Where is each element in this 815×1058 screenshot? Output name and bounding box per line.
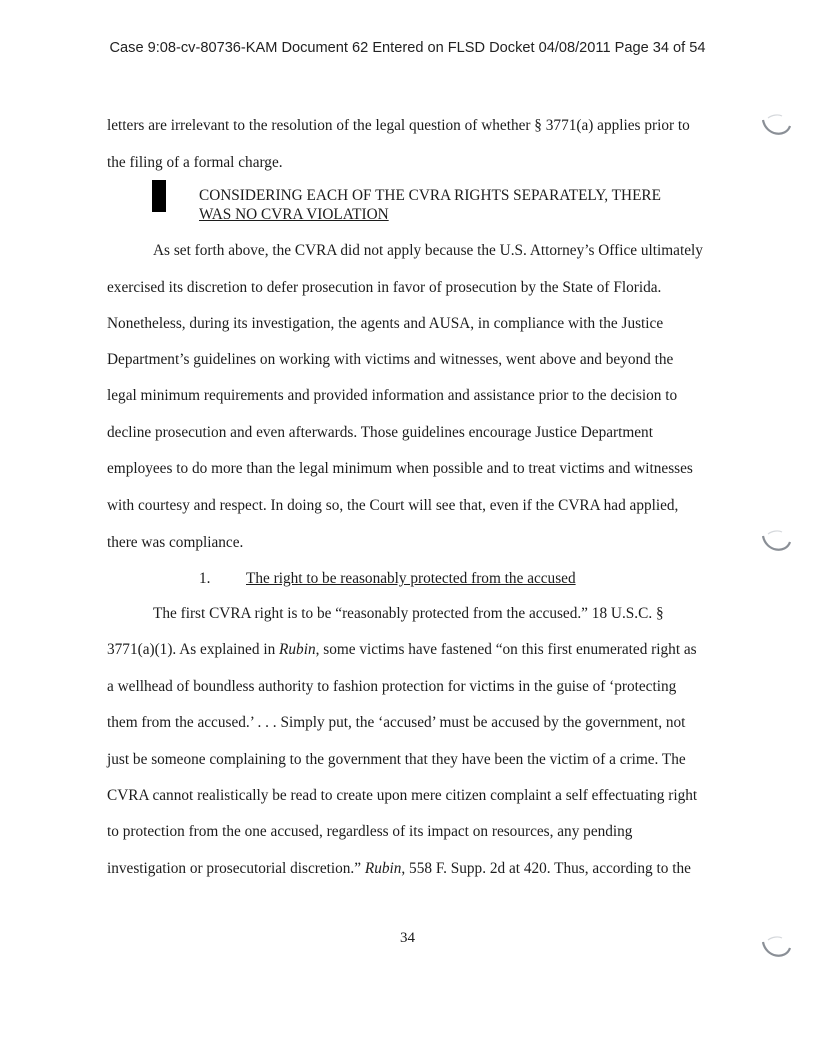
paragraph-line: decline prosecution and even afterwards. Those guidelines encourage Justice Department [107, 424, 653, 441]
paragraph-line: As set forth above, the CVRA did not apply because the U.S. Attorney’s Office ultimately [153, 242, 703, 259]
paragraph-line: them from the accused.’ . . . Simply put, the ‘accused’ must be accused by the government, not [107, 714, 686, 731]
text-run: 3771(a)(1). As explained in [107, 641, 280, 658]
subheading-number: 1. [199, 570, 211, 587]
paragraph-line: with courtesy and respect. In doing so, the Court will see that, even if the CVRA had applied, [107, 497, 679, 514]
text-run: , some victims have fastened “on this first enumerated right as [315, 641, 697, 658]
subheading-text: The right to be reasonably protected from the accused [246, 570, 576, 587]
paragraph-line: to protection from the one accused, regardless of its impact on resources, any pending [107, 823, 633, 840]
text-run: , 558 F. Supp. 2d at 420. Thus, according to the [401, 860, 691, 877]
redaction-box [152, 180, 166, 212]
paragraph-line [107, 641, 697, 659]
section-heading-line: WAS NO CVRA VIOLATION [199, 206, 389, 223]
body-line: the filing of a formal charge. [107, 154, 283, 171]
paragraph-line: Nonetheless, during its investigation, the agents and AUSA, in compliance with the Justice [107, 315, 664, 332]
section-heading-line: CONSIDERING EACH OF THE CVRA RIGHTS SEPARATELY, THERE [199, 187, 661, 204]
paragraph-line: employees to do more than the legal minimum when possible and to treat victims and witnesses [107, 460, 693, 477]
text-run: investigation or prosecutorial discretion.” [107, 860, 365, 877]
paragraph-line: just be someone complaining to the government that they have been the victim of a crime. The [107, 751, 686, 768]
punch-hole-mark [760, 112, 792, 140]
docket-header: Case 9:08-cv-80736-KAM Document 62 Entered on FLSD Docket 04/08/2011 Page 34 of 54 [109, 40, 706, 56]
page-number: 34 [400, 930, 415, 946]
paragraph-line: Department’s guidelines on working with victims and witnesses, went above and beyond the [107, 351, 674, 368]
case-citation: Rubin [364, 860, 402, 877]
paragraph-line: CVRA cannot realistically be read to create upon mere citizen complaint a self effectuating right [107, 787, 698, 804]
punch-hole-mark [760, 528, 792, 556]
punch-hole-mark [760, 934, 792, 962]
paragraph-line: legal minimum requirements and provided information and assistance prior to the decision to [107, 387, 678, 404]
paragraph-line: a wellhead of boundless authority to fashion protection for victims in the guise of ‘protecting [107, 678, 677, 695]
body-line: letters are irrelevant to the resolution of the legal question of whether § 3771(a) applies prior to [107, 117, 690, 134]
paragraph-line: exercised its discretion to defer prosecution in favor of prosecution by the State of Florida. [107, 279, 662, 296]
paragraph-line: The first CVRA right is to be “reasonably protected from the accused.” 18 U.S.C. § [153, 605, 664, 622]
paragraph-line [107, 860, 691, 878]
paragraph-line: there was compliance. [107, 534, 244, 551]
case-citation: Rubin [279, 641, 316, 658]
